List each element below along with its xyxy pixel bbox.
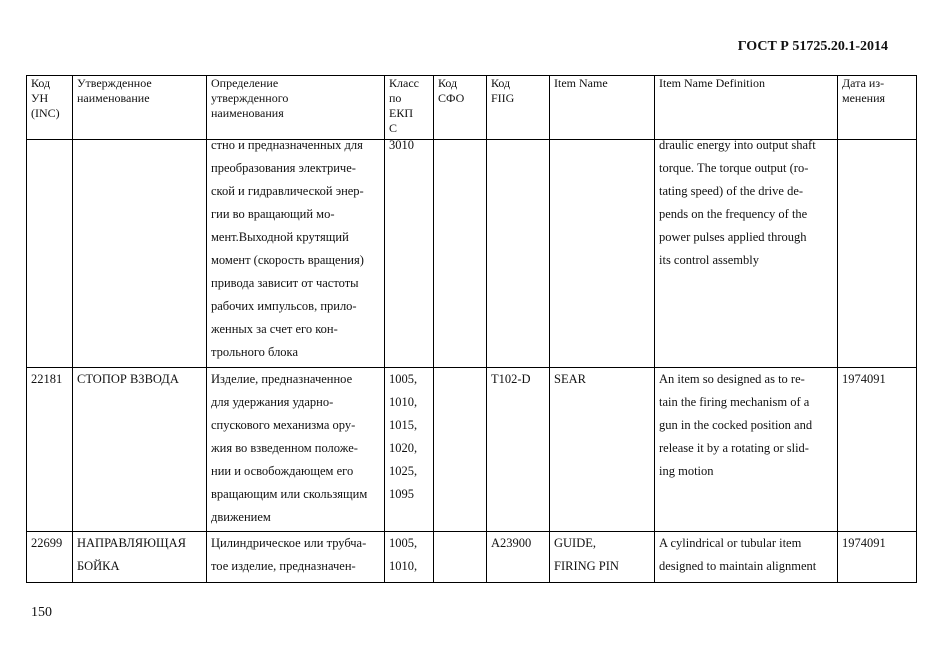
- col-header-class: Класс по ЕКП С: [385, 76, 434, 140]
- cell-item-definition: A cylindrical or tubular item designed to maintain alignment: [655, 532, 838, 583]
- cell-class: 1005, 1010, 1015, 1020, 1025, 1095: [385, 368, 434, 532]
- cell-item-definition: draulic energy into output shaft torque. The torque output (ro- tating speed) of the drive de- pends on the frequency of the power pulses applied through its control assembly: [655, 140, 838, 368]
- cell-code: 22699: [27, 532, 73, 583]
- col-header-item-definition: Item Name Definition: [655, 76, 838, 140]
- table-row: [27, 368, 917, 532]
- col-header-fiig: Код FIIG: [487, 76, 550, 140]
- cell-change-date: 1974091: [838, 532, 917, 583]
- cell-fiig: A23900: [487, 532, 550, 583]
- cell-fiig: T102-D: [487, 368, 550, 532]
- document-code: ГОСТ Р 51725.20.1-2014: [737, 39, 888, 54]
- cell-item-name: [550, 140, 655, 368]
- cell-sfo: [434, 140, 487, 368]
- cell-name: НАПРАВЛЯЮЩАЯ БОЙКА: [73, 532, 207, 583]
- cell-item-name: SEAR: [550, 368, 655, 532]
- table-row: [27, 532, 917, 583]
- col-header-item-name: Item Name: [550, 76, 655, 140]
- col-header-change-date: Дата из- менения: [838, 76, 917, 140]
- cell-sfo: [434, 368, 487, 532]
- cell-change-date: [838, 140, 917, 368]
- table-row: [27, 140, 917, 368]
- cell-change-date: 1974091: [838, 368, 917, 532]
- header-row: [27, 76, 917, 140]
- data-table: [26, 75, 917, 583]
- cell-sfo: [434, 532, 487, 583]
- cell-class: 1005, 1010,: [385, 532, 434, 583]
- cell-item-name: GUIDE, FIRING PIN: [550, 532, 655, 583]
- cell-definition: стно и предназначенных для преобразования электриче- ской и гидравлической энер- гии во вращающий мо- мент.Выходной крутящий момент (скорость вращения) привода зависит от частоты рабочих импульсов, прило- женных за счет его кон- трольного блока: [207, 140, 385, 368]
- cell-definition: Изделие, предназначенное для удержания ударно- спускового механизма ору- жия во взведенном положе- нии и освобождающем его вращающим или скользящим движением: [207, 368, 385, 532]
- cell-code: 22181: [27, 368, 73, 532]
- col-header-inc: Код УН (INC): [27, 76, 73, 140]
- cell-code: [27, 140, 73, 368]
- page-number: 150: [31, 605, 52, 620]
- cell-definition: Цилиндрическое или трубча- тое изделие, предназначен-: [207, 532, 385, 583]
- cell-name: [73, 140, 207, 368]
- col-header-definition: Определение утвержденного наименования: [207, 76, 385, 140]
- col-header-sfo: Код СФО: [434, 76, 487, 140]
- cell-name: СТОПОР ВЗВОДА: [73, 368, 207, 532]
- cell-fiig: [487, 140, 550, 368]
- col-header-approved-name: Утвержденное наименование: [73, 76, 207, 140]
- cell-item-definition: An item so designed as to re- tain the firing mechanism of a gun in the cocked position and release it by a rotating or slid- ing motion: [655, 368, 838, 532]
- cell-class: 3010: [385, 140, 434, 368]
